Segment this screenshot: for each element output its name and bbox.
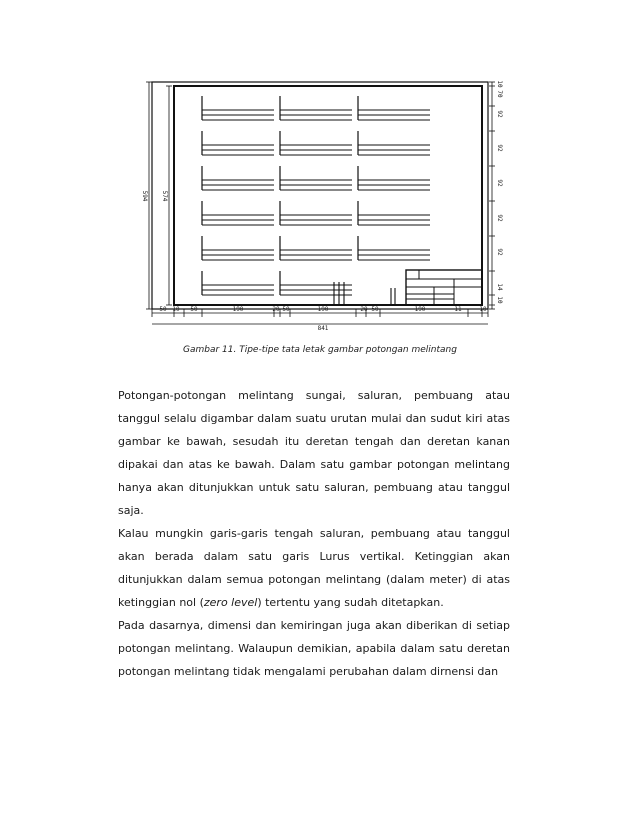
cross-section-slot	[358, 166, 430, 190]
dim-bottom-label: 11	[454, 306, 462, 313]
cross-section-slot	[358, 236, 430, 260]
cross-section-slot	[280, 271, 352, 295]
dim-bottom-label: 10	[479, 306, 487, 313]
p1-line-3: bawah, sesudah itu deretan tengah dan deretan kanan dipakai dan atas	[118, 435, 510, 471]
cross-section-grid	[202, 96, 430, 295]
dim-right-label: 92	[496, 179, 503, 187]
p1-line-1: Potongan-potongan melintang sungai, saluran, pembuang atau tanggul	[118, 389, 510, 425]
dim-right-label: 10	[496, 80, 503, 88]
dim-bottom-label: 50	[282, 306, 290, 313]
p2-open-paren: (	[199, 596, 204, 609]
cross-section-slot	[358, 96, 430, 120]
paragraph-1	[118, 384, 510, 522]
dim-bottom-label: 50	[371, 306, 379, 313]
cross-section-slot	[202, 271, 274, 295]
dim-right-label: 14	[496, 283, 503, 291]
p3-line-1: Pada dasarnya, dimensi dan kemiringan juga akan diberikan di setiap	[118, 619, 510, 632]
p1-line-5: ditunjukkan untuk satu saluran, pembuang atau tanggul saja.	[118, 481, 511, 517]
scale-bar-marks	[334, 282, 395, 305]
cross-section-slot	[202, 166, 274, 190]
dim-bottom-label: 190	[317, 306, 329, 313]
paragraph-2	[118, 522, 510, 614]
dim-left-inner-label: 574	[161, 190, 168, 202]
dim-total-label: 841	[317, 325, 329, 332]
p3-line-2: potongan melintang. Walaupun demikian, apabila dalam satu deretan	[118, 642, 510, 655]
cross-section-slot	[202, 131, 274, 155]
p1-line-4: ke bawah. Dalam satu gambar potongan melintang hanya akan	[118, 458, 510, 494]
p2-line-2: berada dalam satu garis Lurus vertikal. Ketinggian akan ditunjukkan	[118, 550, 510, 586]
dim-bottom-label: 190	[232, 306, 244, 313]
cross-section-slot	[202, 96, 274, 120]
dim-bottom-label: 20	[272, 306, 280, 313]
p2-line-1: Kalau mungkin garis-garis tengah saluran, pembuang atau tanggul akan	[118, 527, 510, 563]
cross-section-slot	[358, 131, 430, 155]
paragraph-3	[118, 614, 510, 683]
cross-section-slot	[280, 131, 352, 155]
cross-section-slot	[280, 166, 352, 190]
dim-bottom-label: 50	[159, 306, 167, 313]
drawing-frame	[174, 86, 482, 305]
figure-caption: Gambar 11. Tipe-tipe tata letak gambar potongan melintang	[183, 345, 457, 355]
dim-bottom-label: 20	[360, 306, 368, 313]
body-text	[118, 384, 510, 683]
cross-section-slot	[280, 201, 352, 225]
dim-right-label: 10	[496, 296, 503, 304]
p1-line-2: selalu digambar dalam suatu urutan mulai dan sudut kiri atas gambar ke	[118, 412, 510, 448]
p2-line-4-rest: ) tertentu yang sudah ditetapkan.	[257, 596, 444, 609]
cross-section-slot	[202, 236, 274, 260]
zero-level-term: zero level	[203, 596, 258, 609]
dim-right-label: 92	[496, 248, 503, 256]
dim-bottom-label: 190	[414, 306, 426, 313]
dim-right-label: 70	[496, 90, 503, 98]
dim-right-label: 92	[496, 214, 503, 222]
p2-line-4	[200, 596, 444, 609]
dim-right-label: 92	[496, 144, 503, 152]
cross-section-slot	[358, 201, 430, 225]
dim-bottom-label: 10	[172, 306, 180, 313]
p2-line-3: dalam semua potongan melintang (dalam meter) di atas ketinggian nol	[118, 573, 511, 609]
cross-section-slot	[202, 201, 274, 225]
dim-bottom-label: 50	[190, 306, 198, 313]
dim-left-outer-label: 594	[141, 190, 148, 202]
dim-right-label: 92	[496, 110, 503, 118]
cross-section-slot	[280, 96, 352, 120]
cross-section-slot	[280, 236, 352, 260]
p3-line-3: potongan melintang tidak mengalami perubahan dalam dirnensi dan	[118, 665, 499, 678]
title-block	[406, 270, 482, 305]
layout-drawing	[128, 74, 508, 336]
